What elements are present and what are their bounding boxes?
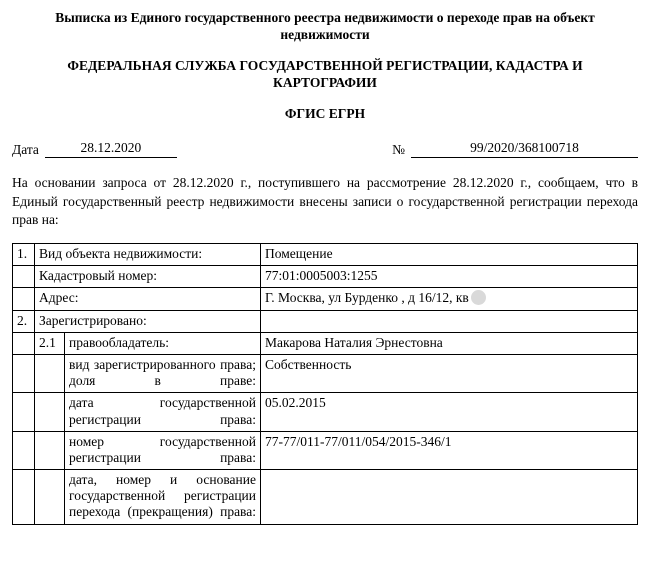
redaction-mark <box>471 290 486 305</box>
table-row <box>13 244 638 266</box>
row-label: Кадастровый номер: <box>35 266 261 288</box>
row-value: Помещение <box>261 244 638 266</box>
row-subnumber: 2.1 <box>35 332 65 354</box>
row-label: номер государственной регистрации права: <box>65 431 261 469</box>
table-row <box>13 354 638 392</box>
table-row <box>13 266 638 288</box>
row-value-address <box>261 288 638 310</box>
date-value: 28.12.2020 <box>45 140 177 158</box>
row-label: дата, номер и основание государственной регистрации перехода (прекращения) права: <box>65 470 261 525</box>
row-subnumber <box>35 393 65 431</box>
table-row <box>13 393 638 431</box>
date-label: Дата <box>12 142 39 158</box>
row-number <box>13 332 35 354</box>
table-row <box>13 288 638 310</box>
row-value: Собственность <box>261 354 638 392</box>
row-number <box>13 266 35 288</box>
row-number <box>13 288 35 310</box>
agency-name: ФЕДЕРАЛЬНАЯ СЛУЖБА ГОСУДАРСТВЕННОЙ РЕГИСТРАЦИИ, КАДАСТРА И КАРТОГРАФИИ <box>67 57 583 90</box>
document-meta <box>12 140 638 158</box>
row-subnumber <box>35 354 65 392</box>
row-value: 05.02.2015 <box>261 393 638 431</box>
row-number <box>13 393 35 431</box>
table-row <box>13 332 638 354</box>
row-label: Зарегистрировано: <box>35 310 261 332</box>
number-value: 99/2020/368100718 <box>411 140 638 158</box>
row-number <box>13 470 35 525</box>
row-value <box>261 310 638 332</box>
intro-paragraph: На основании запроса от 28.12.2020 г., поступившего на рассмотрение 28.12.2020 г., сообщаем, что в Единый государственный реестр недвижимости внесены записи о государственной регистрации перехода прав на: <box>12 175 638 227</box>
number-label: № <box>392 142 405 158</box>
row-subnumber <box>35 431 65 469</box>
system-name: ФГИС ЕГРН <box>284 105 366 121</box>
row-label: правообладатель: <box>65 332 261 354</box>
table-row <box>13 310 638 332</box>
row-subnumber <box>35 470 65 525</box>
row-label: дата государственной регистрации права: <box>65 393 261 431</box>
row-label: вид зарегистрированного права; доля в праве: <box>65 354 261 392</box>
row-label: Вид объекта недвижимости: <box>35 244 261 266</box>
row-number <box>13 354 35 392</box>
row-value <box>261 470 638 525</box>
table-row <box>13 470 638 525</box>
page-title: Выписка из Единого государственного реестра недвижимости о переходе прав на объект недвижимости <box>55 10 595 42</box>
table-row <box>13 431 638 469</box>
row-number <box>13 431 35 469</box>
row-value: 77:01:0005003:1255 <box>261 266 638 288</box>
row-number: 2. <box>13 310 35 332</box>
row-value: Макарова Наталия Эрнестовна <box>261 332 638 354</box>
registration-table <box>12 243 638 525</box>
row-value: 77-77/011-77/011/054/2015-346/1 <box>261 431 638 469</box>
row-number: 1. <box>13 244 35 266</box>
address-text: Г. Москва, ул Бурденко , д 16/12, кв <box>265 290 469 306</box>
row-label: Адрес: <box>35 288 261 310</box>
